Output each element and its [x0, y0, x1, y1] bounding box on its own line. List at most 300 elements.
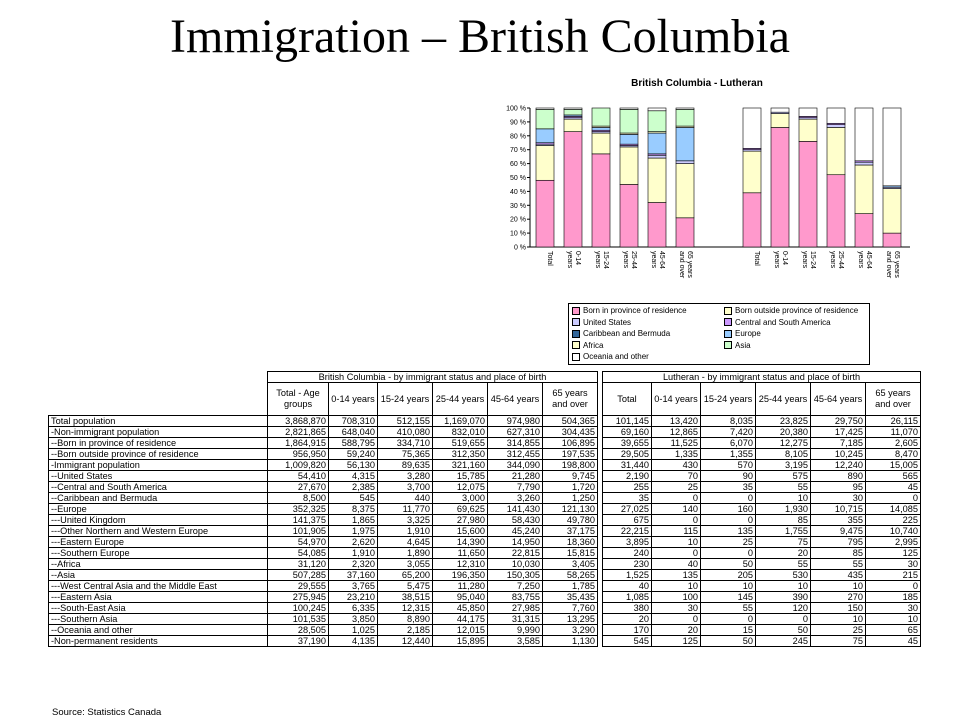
right-cell: 29,505	[603, 449, 652, 460]
bar-segment	[799, 141, 817, 247]
right-cell: 0	[756, 614, 811, 625]
right-cell: 0	[701, 548, 756, 559]
right-cell: 435	[811, 570, 866, 581]
legend-label: Born in province of residence	[583, 306, 687, 315]
bar-segment	[648, 108, 666, 111]
right-column-header: 65 years and over	[866, 383, 921, 416]
table-row	[49, 471, 921, 482]
left-cell: 2,821,865	[268, 427, 329, 438]
x-tick-label: Total	[753, 251, 760, 266]
table-row	[49, 548, 921, 559]
row-label: ---Other Northern and Western Europe	[49, 526, 268, 537]
left-cell: 3,055	[378, 559, 433, 570]
left-cell: 58,430	[488, 515, 543, 526]
bar-segment	[536, 108, 554, 109]
right-cell: 150	[811, 603, 866, 614]
left-cell: 22,815	[488, 548, 543, 559]
right-cell: 1,335	[652, 449, 701, 460]
left-cell: 1,910	[329, 548, 378, 559]
right-cell: 22,215	[603, 526, 652, 537]
left-cell: 11,650	[433, 548, 488, 559]
right-cell: 20,380	[756, 427, 811, 438]
left-cell: 352,325	[268, 504, 329, 515]
legend-swatch	[572, 318, 580, 326]
left-cell: 13,295	[543, 614, 598, 625]
y-tick-label: 90 %	[510, 119, 526, 127]
left-cell: 708,310	[329, 416, 378, 427]
right-cell: 2,190	[603, 471, 652, 482]
bar-segment	[827, 127, 845, 174]
left-cell: 196,350	[433, 570, 488, 581]
left-cell: 312,455	[488, 449, 543, 460]
right-cell: 575	[756, 471, 811, 482]
right-cell: 530	[756, 570, 811, 581]
table-row	[49, 460, 921, 471]
legend-swatch	[724, 307, 732, 315]
left-cell: 31,120	[268, 559, 329, 570]
bar-segment	[620, 108, 638, 109]
right-cell: 55	[756, 482, 811, 493]
right-cell: 215	[866, 570, 921, 581]
right-cell: 3,895	[603, 537, 652, 548]
legend-swatch	[572, 330, 580, 338]
right-cell: 85	[756, 515, 811, 526]
left-cell: 5,475	[378, 581, 433, 592]
left-cell: 27,985	[488, 603, 543, 614]
right-cell: 1,930	[756, 504, 811, 515]
right-cell: 125	[652, 636, 701, 647]
right-cell: 125	[866, 548, 921, 559]
left-cell: 106,895	[543, 438, 598, 449]
table-row	[49, 603, 921, 614]
left-cell: 4,315	[329, 471, 378, 482]
x-tick-label: 65 yearsand over	[885, 251, 900, 279]
row-label: Total population	[49, 416, 268, 427]
right-cell: 1,755	[756, 526, 811, 537]
x-tick-label: 25-44years	[829, 251, 844, 269]
right-cell: 12,865	[652, 427, 701, 438]
left-cell: 512,155	[378, 416, 433, 427]
right-cell: 50	[701, 559, 756, 570]
left-cell: 2,385	[329, 482, 378, 493]
x-tick-label: Total	[546, 251, 553, 266]
left-cell: 35,435	[543, 592, 598, 603]
left-cell: 37,190	[268, 636, 329, 647]
right-cell: 40	[652, 559, 701, 570]
row-label: ---Eastern Asia	[49, 592, 268, 603]
left-cell: 44,175	[433, 614, 488, 625]
right-cell: 50	[756, 625, 811, 636]
left-cell: 54,970	[268, 537, 329, 548]
table-row	[49, 504, 921, 515]
row-label: ---United Kingdom	[49, 515, 268, 526]
left-cell: 150,305	[488, 570, 543, 581]
right-table-title: Lutheran - by immigrant status and place of birth	[603, 372, 921, 383]
right-cell: 570	[701, 460, 756, 471]
right-cell: 50	[701, 636, 756, 647]
right-cell: 160	[701, 504, 756, 515]
left-cell: 14,950	[488, 537, 543, 548]
bar-segment	[648, 133, 666, 154]
table-row	[49, 559, 921, 570]
left-cell: 7,250	[488, 581, 543, 592]
right-cell: 135	[652, 570, 701, 581]
right-cell: 0	[652, 548, 701, 559]
right-cell: 0	[652, 614, 701, 625]
left-cell: 12,440	[378, 636, 433, 647]
bar-segment	[592, 127, 610, 130]
legend-swatch	[572, 353, 580, 361]
right-cell: 205	[701, 570, 756, 581]
right-cell: 55	[811, 559, 866, 570]
bar-segment	[592, 108, 610, 126]
right-cell: 20	[756, 548, 811, 559]
left-cell: 504,365	[543, 416, 598, 427]
right-cell: 35	[603, 493, 652, 504]
right-cell: 7,185	[811, 438, 866, 449]
row-label: --United States	[49, 471, 268, 482]
bar-segment	[564, 132, 582, 247]
bar-segment	[771, 114, 789, 128]
right-cell: 95	[811, 482, 866, 493]
right-cell: 545	[603, 636, 652, 647]
right-cell: 75	[756, 537, 811, 548]
table-row	[49, 438, 921, 449]
left-cell: 312,350	[433, 449, 488, 460]
table-row	[49, 625, 921, 636]
right-cell: 355	[811, 515, 866, 526]
right-cell: 225	[866, 515, 921, 526]
right-cell: 8,035	[701, 416, 756, 427]
legend-swatch	[724, 341, 732, 349]
left-cell: 141,375	[268, 515, 329, 526]
y-tick-label: 70 %	[510, 147, 526, 155]
right-cell: 13,420	[652, 416, 701, 427]
right-cell: 31,440	[603, 460, 652, 471]
row-label: ---Southern Asia	[49, 614, 268, 625]
left-cell: 23,210	[329, 592, 378, 603]
legend-swatch	[724, 318, 732, 326]
bar-segment	[536, 146, 554, 181]
legend-item	[569, 317, 631, 328]
left-cell: 65,200	[378, 570, 433, 581]
left-cell: 9,745	[543, 471, 598, 482]
table-corner	[49, 383, 268, 416]
bar-segment	[855, 162, 873, 165]
left-column-header: 65 years and over	[543, 383, 598, 416]
right-cell: 29,750	[811, 416, 866, 427]
left-cell: 3,000	[433, 493, 488, 504]
left-cell: 15,600	[433, 526, 488, 537]
table-row	[49, 427, 921, 438]
left-cell: 8,500	[268, 493, 329, 504]
x-tick-label: 0-14years	[566, 251, 581, 269]
right-cell: 255	[603, 482, 652, 493]
right-cell: 120	[756, 603, 811, 614]
left-cell: 100,245	[268, 603, 329, 614]
right-cell: 270	[811, 592, 866, 603]
bar-segment	[676, 218, 694, 247]
left-cell: 8,375	[329, 504, 378, 515]
x-axis-labels	[546, 251, 900, 279]
legend-label: Caribbean and Bermuda	[583, 329, 671, 338]
left-cell: 3,585	[488, 636, 543, 647]
left-cell: 29,555	[268, 581, 329, 592]
right-cell: 380	[603, 603, 652, 614]
bar-segment	[620, 134, 638, 144]
left-cell: 101,535	[268, 614, 329, 625]
bar-segment	[827, 125, 845, 128]
right-cell: 23,825	[756, 416, 811, 427]
table-corner	[49, 372, 268, 383]
bar-segment	[676, 161, 694, 164]
right-cell: 40	[603, 581, 652, 592]
left-cell: 6,335	[329, 603, 378, 614]
bar-segment	[676, 109, 694, 126]
y-tick-label: 40 %	[510, 188, 526, 196]
bar-segment	[648, 111, 666, 132]
left-cell: 3,405	[543, 559, 598, 570]
legend-swatch	[572, 307, 580, 315]
table-row	[49, 493, 921, 504]
right-cell: 85	[811, 548, 866, 559]
bar-segment	[855, 214, 873, 247]
right-cell: 115	[652, 526, 701, 537]
row-label: -Immigrant population	[49, 460, 268, 471]
row-label: ---Southern Europe	[49, 548, 268, 559]
right-cell: 1,355	[701, 449, 756, 460]
left-column-header: 0-14 years	[329, 383, 378, 416]
right-cell: 12,275	[756, 438, 811, 449]
left-cell: 37,160	[329, 570, 378, 581]
left-cell: 27,670	[268, 482, 329, 493]
left-cell: 198,800	[543, 460, 598, 471]
chart-legend	[568, 303, 870, 365]
x-tick-label: 45-64years	[650, 251, 665, 269]
table-row	[49, 570, 921, 581]
bar-segment	[536, 109, 554, 128]
bar-segment	[564, 119, 582, 132]
left-cell: 627,310	[488, 427, 543, 438]
legend-item	[569, 328, 670, 339]
left-cell: 12,075	[433, 482, 488, 493]
left-cell: 832,010	[433, 427, 488, 438]
right-cell: 430	[652, 460, 701, 471]
left-cell: 11,280	[433, 581, 488, 592]
bar-segment	[883, 108, 901, 186]
right-column-header: 25-44 years	[756, 383, 811, 416]
chart-title: British Columbia - Lutheran	[631, 78, 763, 89]
left-cell: 69,625	[433, 504, 488, 515]
bar-segment	[564, 109, 582, 115]
left-cell: 15,815	[543, 548, 598, 559]
bar-segment	[855, 165, 873, 214]
bar-segment	[827, 108, 845, 123]
row-label: --Africa	[49, 559, 268, 570]
bar-segment	[883, 189, 901, 233]
right-cell: 565	[866, 471, 921, 482]
bar-segment	[648, 203, 666, 247]
right-cell: 10	[701, 581, 756, 592]
right-cell: 10,245	[811, 449, 866, 460]
right-cell: 11,525	[652, 438, 701, 449]
left-cell: 1,785	[543, 581, 598, 592]
left-cell: 9,990	[488, 625, 543, 636]
legend-label: Africa	[583, 340, 604, 350]
x-tick-label: 15-24years	[594, 251, 609, 269]
left-cell: 648,040	[329, 427, 378, 438]
right-cell: 35	[701, 482, 756, 493]
right-cell: 25	[811, 625, 866, 636]
right-cell: 90	[701, 471, 756, 482]
x-tick-label: 0-14years	[773, 251, 788, 269]
bar-segment	[771, 108, 789, 112]
right-cell: 0	[701, 515, 756, 526]
bar-segment	[799, 108, 817, 116]
left-cell: 7,760	[543, 603, 598, 614]
bar-segment	[743, 108, 761, 148]
row-label: -Non-permanent residents	[49, 636, 268, 647]
right-cell: 20	[652, 625, 701, 636]
left-cell: 59,240	[329, 449, 378, 460]
right-cell: 10	[756, 581, 811, 592]
bar-segment	[536, 129, 554, 143]
legend-label: Europe	[735, 329, 761, 338]
right-cell: 6,070	[701, 438, 756, 449]
left-cell: 519,655	[433, 438, 488, 449]
left-cell: 1,865	[329, 515, 378, 526]
left-cell: 1,169,070	[433, 416, 488, 427]
right-cell: 1,085	[603, 592, 652, 603]
left-cell: 75,365	[378, 449, 433, 460]
legend-swatch	[724, 330, 732, 338]
bar-segment	[620, 147, 638, 185]
right-cell: 11,070	[866, 427, 921, 438]
left-cell: 1,975	[329, 526, 378, 537]
bar-segment	[592, 133, 610, 154]
bar-segment	[771, 127, 789, 247]
left-cell: 3,260	[488, 493, 543, 504]
left-cell: 7,790	[488, 482, 543, 493]
right-cell: 15,005	[866, 460, 921, 471]
right-cell: 55	[756, 559, 811, 570]
left-cell: 507,285	[268, 570, 329, 581]
right-cell: 230	[603, 559, 652, 570]
bar-segment	[743, 193, 761, 247]
left-cell: 8,890	[378, 614, 433, 625]
right-cell: 10	[811, 614, 866, 625]
left-cell: 334,710	[378, 438, 433, 449]
bar-segment	[620, 109, 638, 133]
bar-segment	[564, 108, 582, 109]
right-cell: 890	[811, 471, 866, 482]
data-table	[48, 371, 921, 647]
right-cell: 8,105	[756, 449, 811, 460]
left-cell: 3,868,870	[268, 416, 329, 427]
left-cell: 45,240	[488, 526, 543, 537]
left-cell: 321,160	[433, 460, 488, 471]
y-tick-label: 0 %	[513, 244, 526, 252]
legend-label: Oceania and other	[583, 352, 649, 361]
left-cell: 1,130	[543, 636, 598, 647]
right-column-header: 15-24 years	[701, 383, 756, 416]
left-cell: 1,910	[378, 526, 433, 537]
right-cell: 0	[701, 493, 756, 504]
left-cell: 1,890	[378, 548, 433, 559]
right-cell: 25	[652, 482, 701, 493]
right-column-header: Total	[603, 383, 652, 416]
right-cell: 30	[652, 603, 701, 614]
left-column-header: 45-64 years	[488, 383, 543, 416]
left-column-header: 15-24 years	[378, 383, 433, 416]
x-tick-label: 45-64years	[857, 251, 872, 269]
right-cell: 2,995	[866, 537, 921, 548]
bar-segment	[743, 151, 761, 193]
row-label: ---Eastern Europe	[49, 537, 268, 548]
left-cell: 37,175	[543, 526, 598, 537]
left-cell: 956,950	[268, 449, 329, 460]
stacked-bar-chart	[492, 70, 922, 302]
left-cell: 410,080	[378, 427, 433, 438]
bars-layer	[536, 108, 901, 247]
bar-segment	[676, 108, 694, 109]
right-cell: 390	[756, 592, 811, 603]
left-cell: 2,185	[378, 625, 433, 636]
left-cell: 1,025	[329, 625, 378, 636]
right-cell: 25	[701, 537, 756, 548]
right-cell: 10	[811, 581, 866, 592]
right-cell: 0	[866, 493, 921, 504]
right-cell: 100	[652, 592, 701, 603]
right-cell: 26,115	[866, 416, 921, 427]
right-cell: 75	[811, 636, 866, 647]
right-cell: 0	[701, 614, 756, 625]
left-cell: 28,505	[268, 625, 329, 636]
right-cell: 10,715	[811, 504, 866, 515]
bar-segment	[676, 127, 694, 160]
left-cell: 121,130	[543, 504, 598, 515]
left-cell: 54,410	[268, 471, 329, 482]
left-cell: 56,130	[329, 460, 378, 471]
right-cell: 675	[603, 515, 652, 526]
left-cell: 2,320	[329, 559, 378, 570]
right-cell: 27,025	[603, 504, 652, 515]
left-cell: 31,315	[488, 614, 543, 625]
left-cell: 4,645	[378, 537, 433, 548]
legend-label: Asia	[735, 340, 751, 350]
bar-segment	[592, 154, 610, 247]
left-cell: 45,850	[433, 603, 488, 614]
left-cell: 83,755	[488, 592, 543, 603]
left-cell: 89,635	[378, 460, 433, 471]
right-cell: 245	[756, 636, 811, 647]
bar-segment	[827, 175, 845, 247]
y-tick-label: 20 %	[510, 216, 526, 224]
row-label: ---South-East Asia	[49, 603, 268, 614]
table-row	[49, 449, 921, 460]
right-cell: 10	[756, 493, 811, 504]
right-cell: 170	[603, 625, 652, 636]
row-label: --Caribbean and Bermuda	[49, 493, 268, 504]
left-cell: 3,325	[378, 515, 433, 526]
row-label: --Asia	[49, 570, 268, 581]
left-cell: 141,430	[488, 504, 543, 515]
left-cell: 10,030	[488, 559, 543, 570]
bar-segment	[883, 233, 901, 247]
bar-segment	[648, 155, 666, 158]
page-title: Immigration – British Columbia	[170, 10, 790, 63]
y-tick-label: 80 %	[510, 133, 526, 141]
